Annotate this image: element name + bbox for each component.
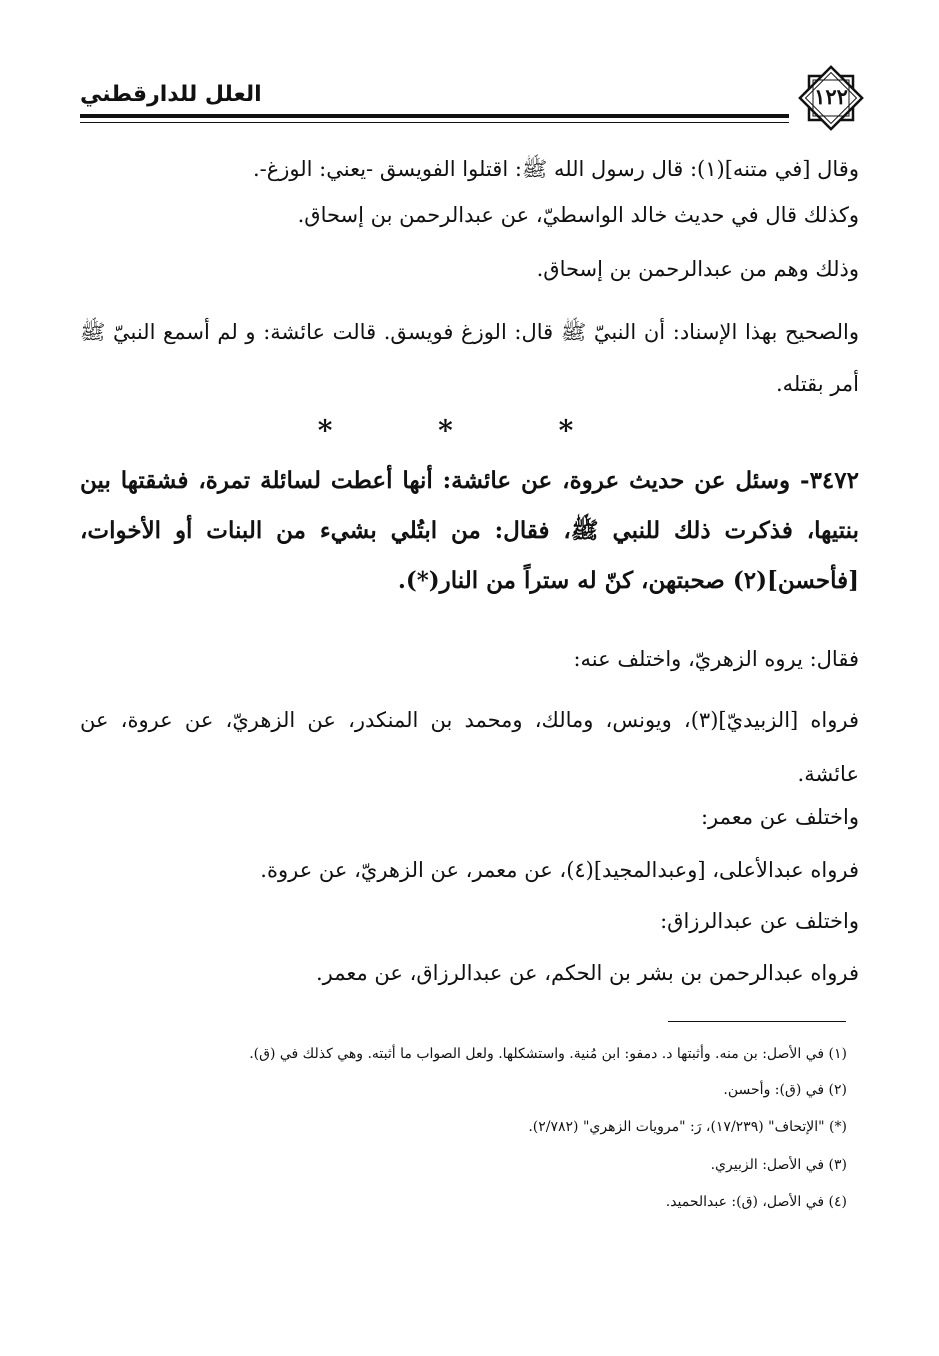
answer-line-3: واختلف عن معمر:: [700, 805, 859, 829]
question-paragraph: ٣٤٧٢- وسئل عن حديث عروة، عن عائشة: أنها أعطت لسائلة تمرة، فشقتها بين بنتيها، فذكرت ذلك للنبي ﷺ، فقال: من ابتُلي بشيء من البنات أو الأخوات، [فأحسن](٢) صحبتهن، كنّ له ستراً من النار(*).: [80, 467, 859, 594]
header-rule-thick: [80, 114, 789, 118]
footnote-star: (*) "الإتحاف" (١٧/٢٣٩)، رَ: "مرويات الزهري" (٢/٧٨٢).: [528, 1119, 847, 1135]
answer-paragraph-2: فرواه [الزبيديّ](٣)، ويونس، ومالك، ومحمد بن المنكدر، عن الزهريّ، عن عروة، عن عائشة.: [80, 708, 859, 786]
section-separator: * * *: [317, 414, 622, 447]
running-title: العلل للدارقطني: [80, 82, 262, 107]
footnote-4: (٤) في الأصل، (ق): عبدالحميد.: [665, 1194, 847, 1210]
body-line-3: وذلك وهم من عبدالرحمن بن إسحاق.: [536, 257, 859, 281]
footnote-3: (٣) في الأصل: الزبيري.: [710, 1157, 847, 1173]
page-number-ornament: [795, 62, 867, 134]
body-line-2: وكذلك قال في حديث خالد الواسطيّ، عن عبدالرحمن بن إسحاق.: [297, 203, 859, 227]
footnote-1: (١) في الأصل: بن منه. وأثبتها د. دمفو: ابن مُنية. واستشكلها. ولعل الصواب ما أثبته. وهي كذلك في (ق).: [249, 1046, 847, 1062]
page-header: [80, 62, 859, 142]
footnote-separator: [668, 1021, 846, 1022]
header-rule-thin: [80, 122, 789, 123]
body-paragraph-4: والصحيح بهذا الإسناد: أن النبيّ ﷺ قال: الوزغ فويسق. قالت عائشة: و لم أسمع النبيّ ﷺ أمر بقتله.: [80, 320, 859, 396]
footnote-2: (٢) في (ق): وأحسن.: [723, 1082, 847, 1098]
page-number: ١٢٢: [814, 84, 848, 109]
answer-line-1: فقال: يروه الزهريّ، واختلف عنه:: [573, 647, 859, 671]
body-line-1: وقال [في متنه](١): قال رسول الله ﷺ: اقتلوا الفويسق -يعني: الوزغ-.: [252, 157, 859, 181]
answer-line-5: واختلف عن عبدالرزاق:: [660, 909, 859, 933]
answer-line-6: فرواه عبدالرحمن بن بشر بن الحكم، عن عبدالرزاق، عن معمر.: [315, 961, 859, 985]
answer-line-4: فرواه عبدالأعلى، [وعبدالمجيد](٤)، عن معمر، عن الزهريّ، عن عروة.: [260, 858, 859, 882]
